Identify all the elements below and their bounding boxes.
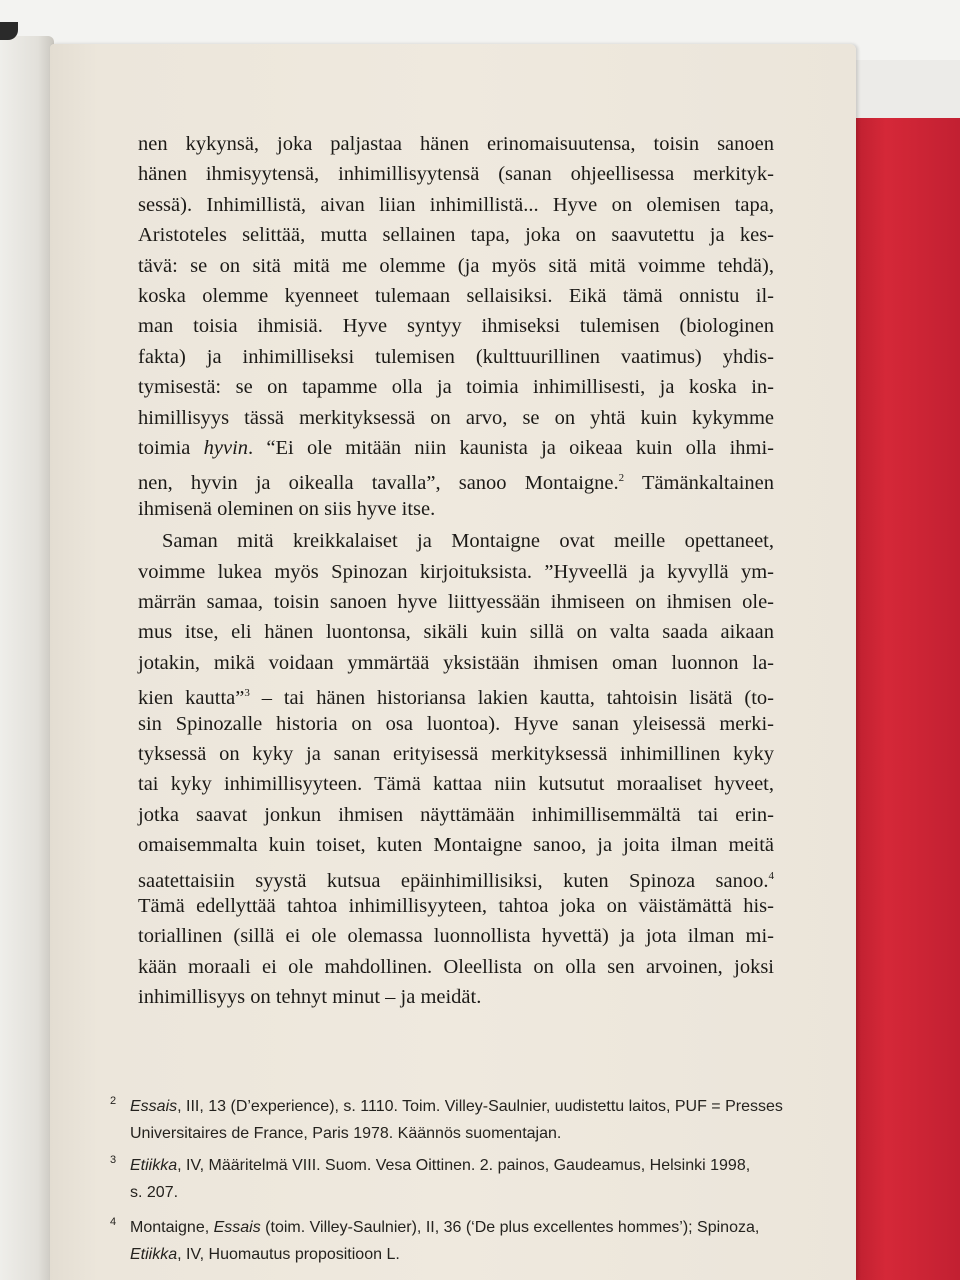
body-text-line: Tämä edellyttää tahtoa inhimillisyyteen, tahtoa joka on väistämättä his- [138, 895, 774, 917]
body-text-line [138, 433, 774, 463]
body-text-line: sessä). Inhimillistä, aivan liian inhimillistä... Hyve on olemisen tapa, [138, 193, 774, 216]
footnote-text-line [130, 1094, 790, 1120]
footnote-text-line [130, 1242, 790, 1268]
body-text-line: inhimillisyys on tehnyt minut – ja meidät. [138, 986, 482, 1009]
footnote-ref: 3 [244, 687, 250, 700]
text-run: , IV, Määritelmä VIII. Suom. Vesa Oittinen. 2. painos, Gaudeamus, Helsinki 1998, [177, 1157, 751, 1174]
body-text-line: tymisestä: se on tapamme olla ja toimia inhimillisesti, ja koska in- [138, 376, 774, 399]
footnote-text-line: s. 207. [130, 1184, 179, 1201]
body-text-line [138, 463, 774, 493]
footnote-text-line: Universitaires de France, Paris 1978. Käännös suomentajan. [130, 1125, 562, 1142]
body-text-line: voimme lukea myös Spinozan kirjoituksista. ”Hyveellä ja kyvyllä ym- [138, 560, 774, 583]
text-run: Montaigne, [130, 1219, 214, 1236]
body-text-line: jotakin, mikä voidaan ymmärtää yksistään ihmisen oman luonnon la- [138, 651, 774, 674]
italic-term: hyvin [203, 437, 249, 459]
left-page-edge [0, 36, 54, 1280]
text-run: toimia [138, 437, 204, 459]
footnote-text-line [130, 1215, 790, 1241]
body-text-line: tyksessä on kyky ja sanan erityisessä merkityksessä inhimillinen kyky [138, 743, 774, 765]
footnote-number: 3 [110, 1154, 117, 1166]
text-run: – tai hänen historiansa lakien kautta, tahtoisin lisätä (to- [249, 687, 774, 710]
footnote-number: 2 [110, 1095, 117, 1107]
text-run: (toim. Villey-Saulnier), II, 36 (‘De plus excellentes hommes’); Spinoza, [260, 1219, 760, 1236]
text-run: , IV, Huomautus propositioon L. [177, 1246, 400, 1263]
footnote-number: 4 [110, 1216, 117, 1228]
italic-term: Etiikka [130, 1246, 178, 1263]
body-text-line: tai kyky inhimillisyyteen. Tämä kattaa niin kutsutut moraaliset hyveet, [138, 773, 774, 796]
footnote-ref: 2 [618, 472, 625, 485]
footnote-text-line [130, 1153, 790, 1179]
body-text-line: toriallinen (sillä ei ole olemassa luonnollista hyvettä) ja jota ilman mi- [138, 925, 774, 948]
text-run: saatettaisiin syystä kutsua epäinhimillisiksi, kuten Spinoza sanoo. [138, 869, 769, 892]
body-text-line: Saman mitä kreikkalaiset ja Montaigne ovat meille opettaneet, [162, 530, 774, 553]
text-run: kien kautta” [138, 687, 245, 710]
body-text-line: man toisia ihmisiä. Hyve syntyy ihmiseksi tulemisen (biologinen [138, 315, 774, 338]
body-text-line: kään moraali ei ole mahdollinen. Oleellista on olla sen arvoinen, joksi [138, 955, 774, 978]
body-text-line [138, 861, 774, 891]
body-text-line: nen kykynsä, joka paljastaa hänen erinomaisuutensa, toisin sanoen [138, 133, 774, 155]
footnote-ref: 4 [768, 869, 774, 882]
body-text-line: sin Spinozalle historia on osa luontoa). Hyve sanan yleisessä merki- [138, 712, 774, 735]
body-text-line: himillisyys tässä merkityksessä on arvo, se on yhtä kuin kykymme [138, 406, 774, 429]
body-text-line: fakta) ja inhimilliseksi tulemisen (kulttuurillinen vaatimus) yhdis- [138, 345, 774, 368]
body-text-line: omaisemmalta kuin toiset, kuten Montaigne sanoo, ja joita ilman meitä [138, 834, 774, 857]
body-text-line [138, 678, 774, 708]
text-run: . “Ei ole mitään niin kaunista ja oikeaa kuin olla ihmi- [248, 437, 774, 459]
red-book-cover [846, 118, 960, 1280]
body-text-line: tävä: se on sitä mitä me olemme (ja myös sitä mitä voimme tehdä), [138, 254, 774, 277]
body-text-line: koska olemme kyenneet tulemaan sellaisiksi. Eikä tämä onnistu il- [138, 285, 774, 307]
body-text-line: Aristoteles selittää, mutta sellainen tapa, joka on saavutettu ja kes- [138, 224, 774, 247]
body-text-line: hänen ihmisyytensä, inhimillisyytensä (sanan ohjeellisessa merkityk- [138, 163, 774, 186]
italic-term: Essais [213, 1219, 261, 1236]
text-run: , III, 13 (D’experience), s. 1110. Toim. Villey-Saulnier, uudistettu laitos, PUF = Presses [177, 1098, 783, 1115]
text-run: nen, hyvin ja oikealla tavalla”, sanoo Montaigne. [138, 472, 619, 495]
italic-term: Essais [130, 1098, 178, 1115]
body-text-line: ihmisenä oleminen on siis hyve itse. [138, 497, 436, 520]
body-text-line: märrän samaa, toisin sanoen hyve liittyessään ihmiseen on ihmisen ole- [138, 591, 774, 613]
body-text-line: jotka saavat jonkun ihmisen näyttämään inhimillisemmältä tai erin- [138, 803, 774, 826]
text-run: Tämänkaltainen [624, 472, 774, 495]
body-text-line: mus itse, eli hänen luontonsa, sikäli kuin sillä on valta saada aikaan [138, 621, 774, 644]
italic-term: Etiikka [130, 1157, 178, 1174]
